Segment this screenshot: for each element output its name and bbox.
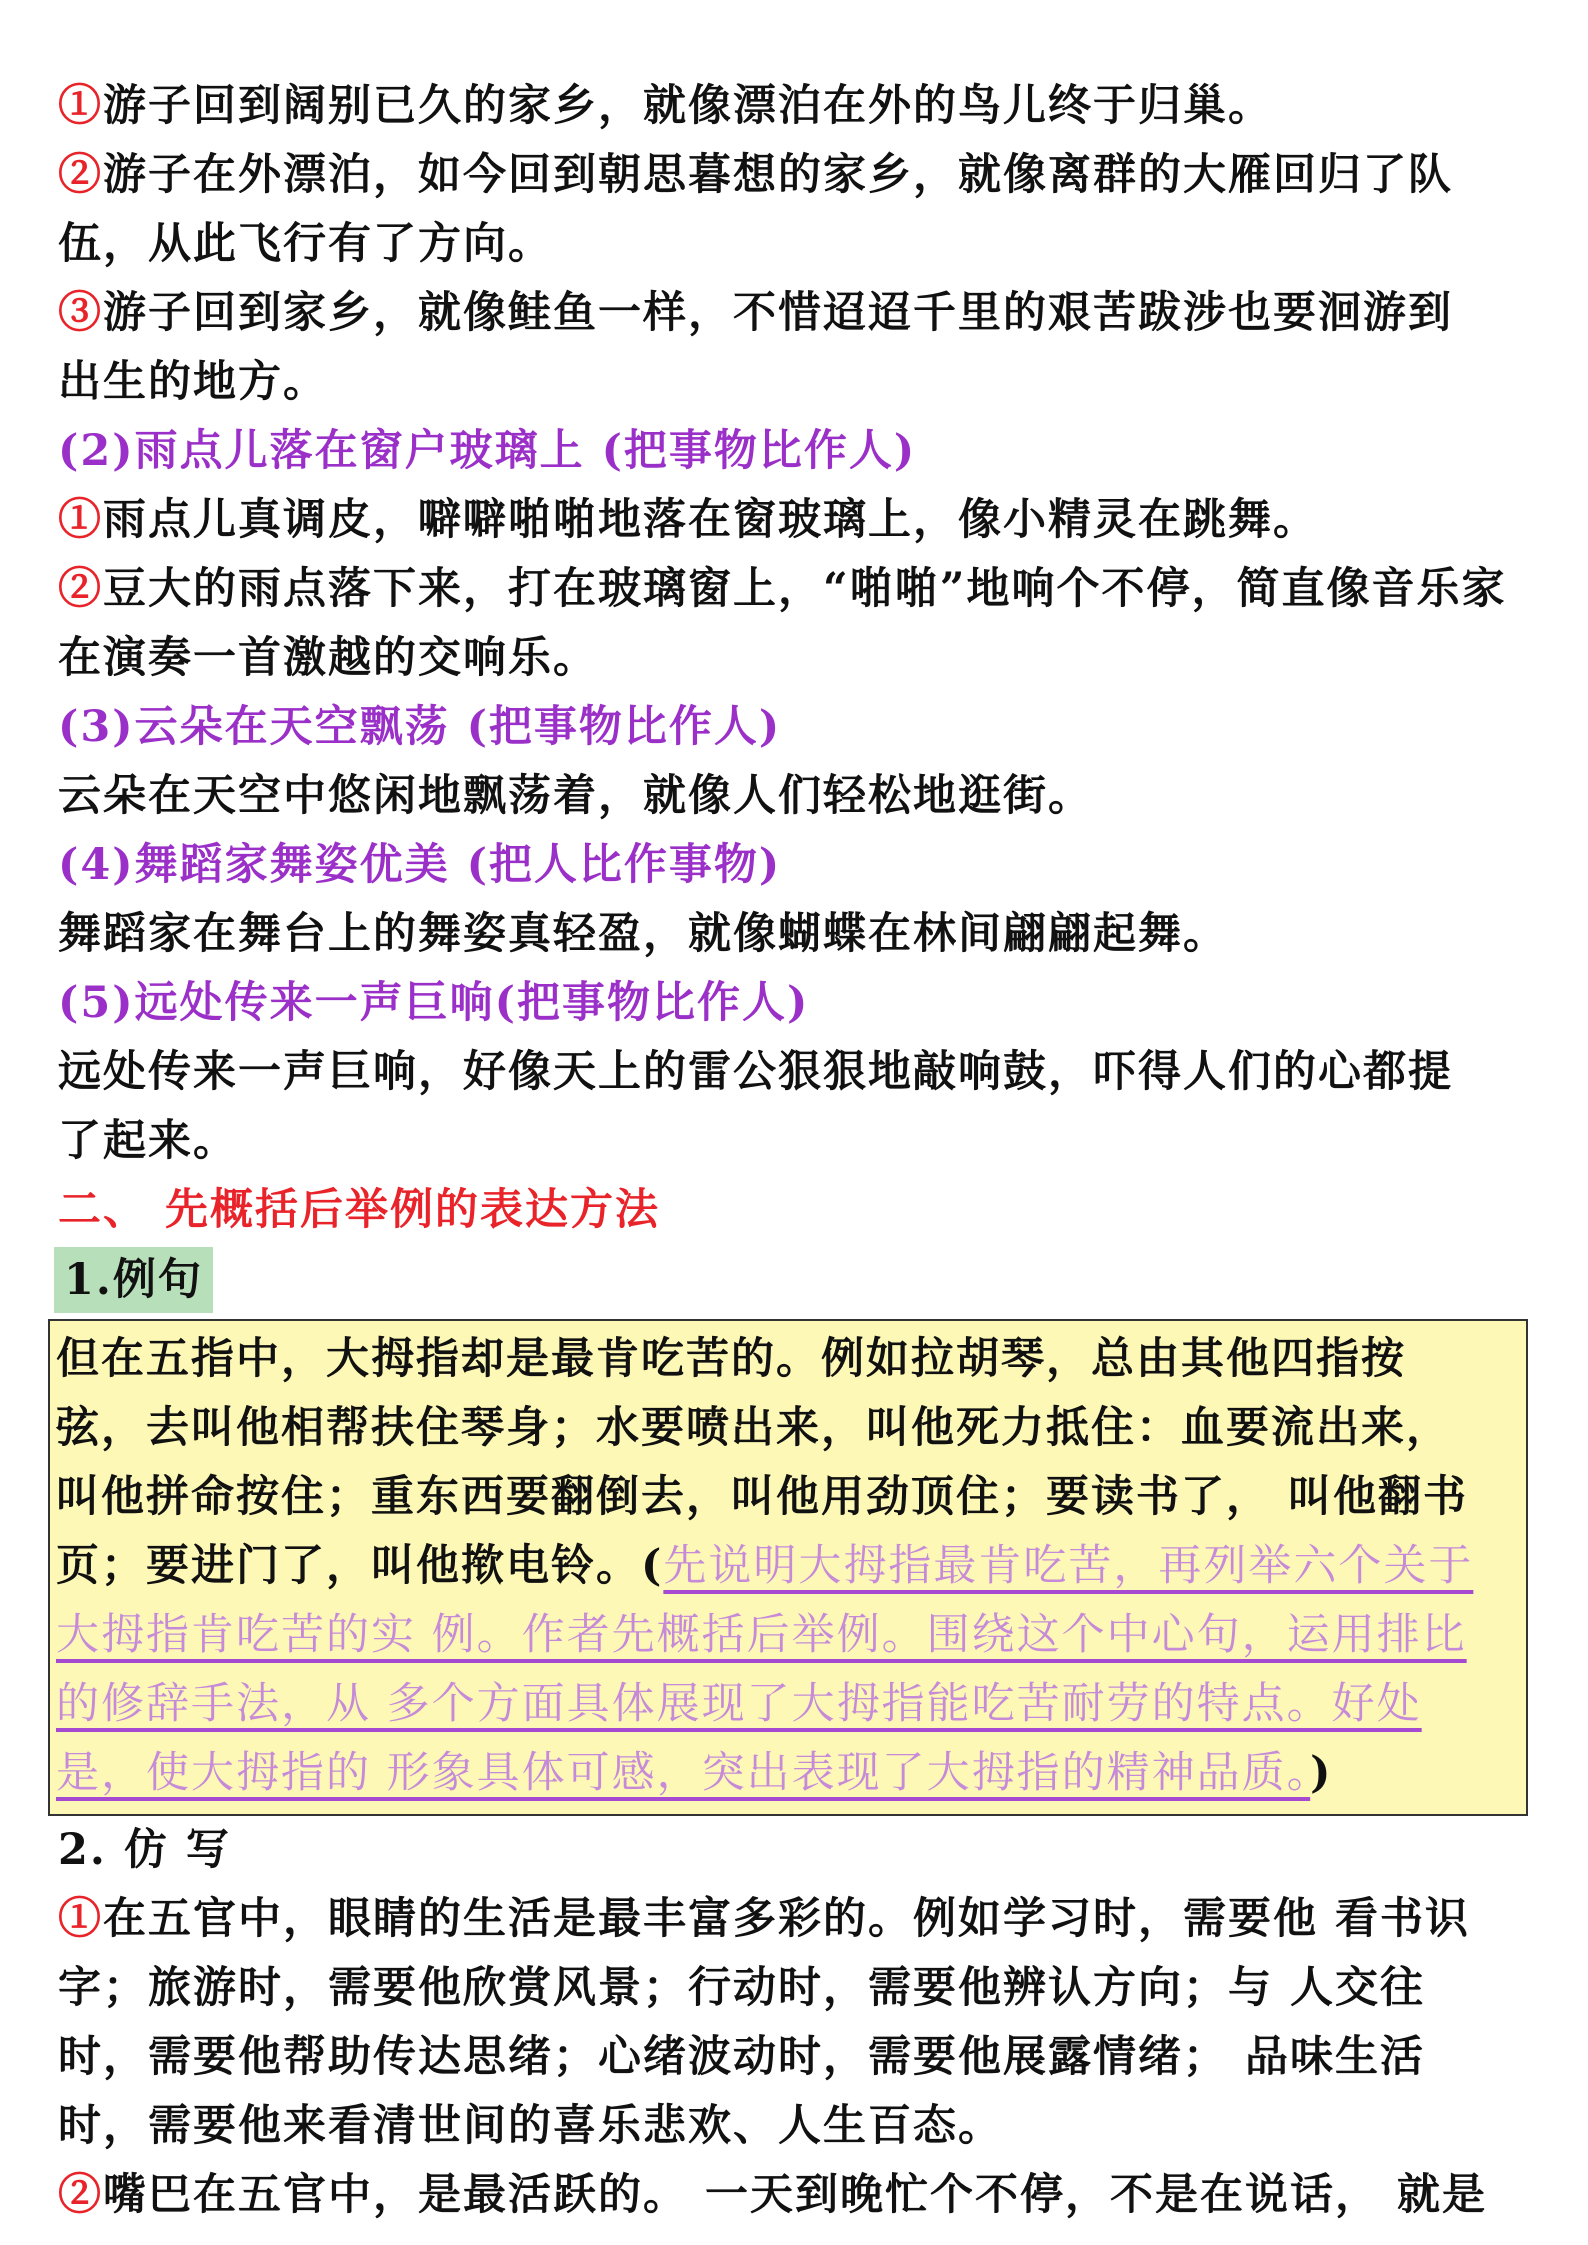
line-3a	[58, 279, 1548, 348]
section-2-title: 二、 先概括后举例的表达方法	[58, 1185, 660, 1235]
document-page	[58, 72, 1548, 2230]
annotation-note-b: 大拇指肯吃苦的实 例。作者先概括后举例。围绕这个中心句，运用排比	[56, 1610, 1467, 1660]
annotation-note-a: 先说明大拇指最肯吃苦，再列举六个关于	[663, 1541, 1474, 1591]
imitate-1a	[58, 1885, 1548, 1954]
line-text: 嘴巴在五官中，是最活跃的。 一天到晚忙个不停，不是在说话， 就是	[103, 2170, 1487, 2220]
line-2a	[58, 141, 1548, 210]
line-3b: 出生的地方。	[58, 357, 328, 407]
note-line-d	[56, 1739, 1516, 1808]
circled-number: ②	[58, 150, 103, 200]
line-text: 游子回到阔别已久的家乡，就像漂泊在外的鸟儿终于归巢。	[103, 81, 1273, 131]
line-text: 雨点儿真调皮，噼噼啪啪地落在窗玻璃上，像小精灵在跳舞。	[103, 495, 1318, 545]
circled-number: ①	[58, 1894, 103, 1944]
subheading-3: (3)云朵在天空飘荡 (把事物比作人)	[58, 702, 782, 752]
imitate-1d: 时，需要他来看清世间的喜乐悲欢、人生百态。	[58, 2101, 1003, 2151]
subheading-2: (2)雨点儿落在窗户玻璃上 (把事物比作人)	[58, 426, 917, 476]
thunder-line-a: 远处传来一声巨响，好像天上的雷公狠狠地敲响鼓，吓得人们的心都提	[58, 1047, 1453, 1097]
line-text: 游子回到家乡，就像鲑鱼一样，不惜迢迢千里的艰苦跋涉也要洄游到	[103, 288, 1453, 338]
note-line-b	[56, 1601, 1516, 1670]
subheading-5: (5)远处传来一声巨响(把事物比作人)	[58, 978, 810, 1028]
imitate-2a	[58, 2161, 1548, 2230]
line-2b: 伍，从此飞行有了方向。	[58, 219, 553, 269]
annotation-note-d: 是，使大拇指的 形象具体可感，突出表现了大拇指的精神品质。	[56, 1748, 1311, 1798]
imitate-1b: 字；旅游时，需要他欣赏风景；行动时，需要他辨认方向；与 人交往	[58, 1963, 1425, 2013]
example-label: 1.例句	[54, 1247, 213, 1313]
imitate-1c: 时，需要他帮助传达思绪；心绪波动时，需要他展露情绪； 品味生活	[58, 2032, 1425, 2082]
rain-line-2a	[58, 555, 1548, 624]
closing-paren: )	[1310, 1748, 1333, 1798]
circled-number: ①	[58, 81, 103, 131]
rain-line-1	[58, 486, 1548, 555]
rain-line-2b: 在演奏一首激越的交响乐。	[58, 633, 598, 683]
dancer-line: 舞蹈家在舞台上的舞姿真轻盈，就像蝴蝶在林间翩翩起舞。	[58, 909, 1228, 959]
circled-number: ②	[58, 2170, 103, 2220]
thunder-line-b: 了起来。	[58, 1116, 238, 1166]
imitate-label: 2. 仿 写	[58, 1825, 231, 1875]
example-line-a: 但在五指中，大拇指却是最肯吃苦的。例如拉胡琴，总由其他四指按	[56, 1334, 1406, 1384]
line-text: 游子在外漂泊，如今回到朝思暮想的家乡，就像离群的大雁回归了队	[103, 150, 1453, 200]
example-line-b: 弦，去叫他相帮扶住琴身；水要喷出来，叫他死力抵住：血要流出来，	[56, 1403, 1451, 1453]
annotation-note-c: 的修辞手法，从 多个方面具体展现了大拇指能吃苦耐劳的特点。好处	[56, 1679, 1422, 1729]
circled-number: ①	[58, 495, 103, 545]
example-line-d	[56, 1532, 1516, 1601]
line-text: 在五官中，眼睛的生活是最丰富多彩的。例如学习时，需要他 看书识	[103, 1894, 1470, 1944]
example-line-c: 叫他拼命按住；重东西要翻倒去，叫他用劲顶住；要读书了， 叫他翻书	[56, 1472, 1468, 1522]
subheading-4: (4)舞蹈家舞姿优美 (把人比作事物)	[58, 840, 782, 890]
example-text: 页；要进门了，叫他揿电铃。(	[56, 1541, 664, 1591]
cloud-line: 云朵在天空中悠闲地飘荡着，就像人们轻松地逛街。	[58, 771, 1093, 821]
line-text: 豆大的雨点落下来，打在玻璃窗上，“啪啪”地响个不停，简直像音乐家	[103, 564, 1507, 614]
note-line-c	[56, 1670, 1516, 1739]
circled-number: ③	[58, 288, 103, 338]
line-1	[58, 72, 1548, 141]
circled-number: ②	[58, 564, 103, 614]
example-box	[48, 1319, 1528, 1816]
